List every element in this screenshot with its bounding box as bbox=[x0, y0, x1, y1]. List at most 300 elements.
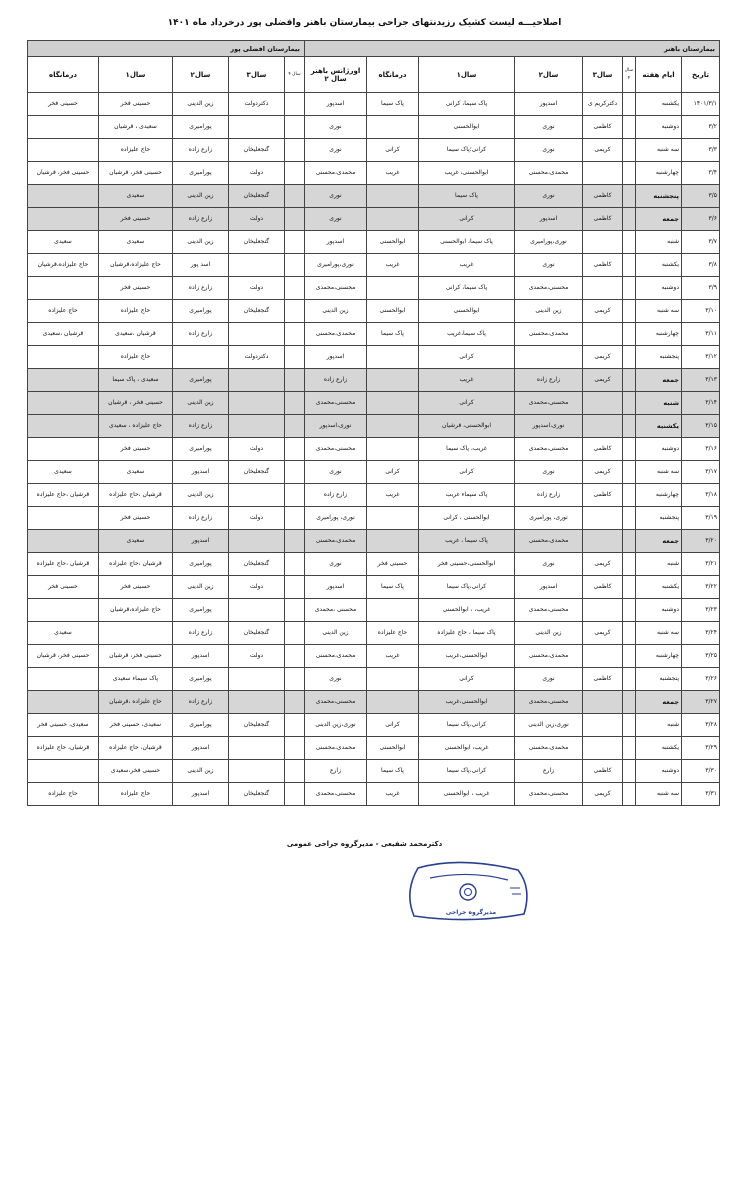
cell-a-year3: گنجعلیخان bbox=[228, 622, 284, 645]
cell-weekday: شنبه bbox=[636, 392, 682, 415]
header-a-year2: سال۲ bbox=[172, 57, 228, 93]
cell-a-year3: دکتردولت bbox=[228, 346, 284, 369]
cell-a-year4 bbox=[284, 254, 304, 277]
cell-a-year2: اسدپور bbox=[172, 645, 228, 668]
cell-b-emergency: زارع زاده bbox=[304, 484, 366, 507]
cell-b-emergency: نوری bbox=[304, 668, 366, 691]
cell-date: ۳/۲۵ bbox=[682, 645, 720, 668]
cell-a-year1: قرشیان ،سعیدی bbox=[98, 323, 172, 346]
cell-b-emergency: زارع زاده bbox=[304, 369, 366, 392]
cell-b-year2: نوری bbox=[515, 553, 583, 576]
cell-b-clinic bbox=[367, 530, 419, 553]
cell-a-year1: سعیدی ، پاک سیما bbox=[98, 369, 172, 392]
cell-a-year2: زین الدینی bbox=[172, 185, 228, 208]
cell-b-year2: نوری bbox=[515, 116, 583, 139]
table-row bbox=[27, 300, 719, 323]
cell-b-year4 bbox=[623, 369, 636, 392]
cell-weekday: پنجشنبه bbox=[636, 668, 682, 691]
cell-a-clinic: قرشیان ،سعیدی bbox=[27, 323, 98, 346]
cell-b-clinic bbox=[367, 277, 419, 300]
cell-date: ۳/۲۷ bbox=[682, 691, 720, 714]
cell-b-year1: کرانی bbox=[419, 346, 515, 369]
cell-b-year3: کاظمی bbox=[583, 208, 623, 231]
cell-weekday: جمعه bbox=[636, 530, 682, 553]
cell-b-year3: کاظمی bbox=[583, 484, 623, 507]
cell-b-clinic: کرانی bbox=[367, 139, 419, 162]
cell-a-clinic bbox=[27, 139, 98, 162]
cell-date: ۳/۲۳ bbox=[682, 599, 720, 622]
cell-weekday: جمعه bbox=[636, 208, 682, 231]
cell-a-year3: دولت bbox=[228, 277, 284, 300]
cell-a-year3 bbox=[228, 323, 284, 346]
cell-a-year1: حسینی فخر،سعیدی bbox=[98, 760, 172, 783]
cell-b-emergency: اسدپور bbox=[304, 231, 366, 254]
cell-a-year3: دولت bbox=[228, 507, 284, 530]
cell-b-year3 bbox=[583, 162, 623, 185]
cell-a-year2: زارع زاده bbox=[172, 323, 228, 346]
cell-a-year1 bbox=[98, 622, 172, 645]
cell-a-clinic: سعیدی bbox=[27, 231, 98, 254]
cell-date: ۳/۴ bbox=[682, 162, 720, 185]
cell-a-year2: پورامیری bbox=[172, 668, 228, 691]
cell-a-clinic: قرشیان ،حاج علیزاده bbox=[27, 484, 98, 507]
cell-b-year2: نوری،اسدپور bbox=[515, 415, 583, 438]
cell-a-clinic bbox=[27, 438, 98, 461]
cell-b-clinic: پاک سیما bbox=[367, 93, 419, 116]
cell-a-year1: حاج علیزاده،قرشیان bbox=[98, 599, 172, 622]
cell-a-year1: حاج علیزاده bbox=[98, 300, 172, 323]
cell-weekday: دوشنبه bbox=[636, 599, 682, 622]
cell-b-year2: زارع زاده bbox=[515, 369, 583, 392]
cell-b-year1: غریب bbox=[419, 369, 515, 392]
cell-b-clinic: حاج علیزاده bbox=[367, 622, 419, 645]
cell-b-year4 bbox=[623, 737, 636, 760]
cell-a-year4 bbox=[284, 185, 304, 208]
cell-a-year2: پورامیری bbox=[172, 369, 228, 392]
cell-b-year2: اسدپور bbox=[515, 576, 583, 599]
cell-b-year4 bbox=[623, 783, 636, 806]
table-row bbox=[27, 185, 719, 208]
cell-weekday: دوشنبه bbox=[636, 438, 682, 461]
cell-date: ۳/۵ bbox=[682, 185, 720, 208]
cell-a-year2: زین الدینی bbox=[172, 484, 228, 507]
cell-date: ۳/۲ bbox=[682, 116, 720, 139]
cell-b-emergency: نوری،پورامیری bbox=[304, 254, 366, 277]
cell-b-emergency: نوری bbox=[304, 553, 366, 576]
cell-b-clinic bbox=[367, 599, 419, 622]
cell-a-year1: قرشیان، حاج علیزاده bbox=[98, 737, 172, 760]
cell-b-year3 bbox=[583, 691, 623, 714]
table-row bbox=[27, 553, 719, 576]
table-row bbox=[27, 116, 719, 139]
cell-b-clinic: پاک سیما bbox=[367, 576, 419, 599]
cell-a-clinic bbox=[27, 369, 98, 392]
cell-b-year2: نوری bbox=[515, 139, 583, 162]
cell-b-emergency: محسنی،محمدی bbox=[304, 438, 366, 461]
cell-b-year4 bbox=[623, 691, 636, 714]
cell-a-year2: پورامیری bbox=[172, 300, 228, 323]
cell-b-emergency: محسنی،محمدی bbox=[304, 277, 366, 300]
header-b-year1: سال۱ bbox=[419, 57, 515, 93]
cell-date: ۳/۱۸ bbox=[682, 484, 720, 507]
cell-b-year1: ابوالحسنی bbox=[419, 300, 515, 323]
cell-b-year4 bbox=[623, 622, 636, 645]
cell-weekday: پنجشنبه bbox=[636, 507, 682, 530]
cell-b-year4 bbox=[623, 576, 636, 599]
cell-a-year4 bbox=[284, 484, 304, 507]
table-row bbox=[27, 530, 719, 553]
cell-b-clinic: کرانی bbox=[367, 714, 419, 737]
header-date: تاریخ bbox=[682, 57, 720, 93]
table-row bbox=[27, 576, 719, 599]
cell-date: ۳/۱۹ bbox=[682, 507, 720, 530]
cell-weekday: سه شنبه bbox=[636, 461, 682, 484]
cell-b-clinic: غریب bbox=[367, 162, 419, 185]
cell-b-clinic: ابوالحسنی bbox=[367, 737, 419, 760]
cell-a-clinic bbox=[27, 392, 98, 415]
cell-a-year3: گنجعلیخان bbox=[228, 553, 284, 576]
cell-b-emergency: محسنی ،محمدی bbox=[304, 599, 366, 622]
cell-a-year2: زین الدینی bbox=[172, 760, 228, 783]
cell-b-year3 bbox=[583, 323, 623, 346]
cell-weekday: پنجشنبه bbox=[636, 185, 682, 208]
cell-b-year1: پاک سیما، ابوالحسنی bbox=[419, 231, 515, 254]
cell-b-year4 bbox=[623, 461, 636, 484]
header-b-clinic: درمانگاه bbox=[367, 57, 419, 93]
schedule-body bbox=[27, 93, 719, 806]
cell-b-year2: محمدی،محسنی bbox=[515, 645, 583, 668]
cell-b-year3: کریمی bbox=[583, 622, 623, 645]
cell-b-clinic: غریب bbox=[367, 254, 419, 277]
cell-a-year3 bbox=[228, 760, 284, 783]
cell-b-clinic bbox=[367, 691, 419, 714]
cell-b-year3: کریمی bbox=[583, 346, 623, 369]
cell-a-year4 bbox=[284, 116, 304, 139]
cell-a-year3 bbox=[228, 599, 284, 622]
cell-b-year4 bbox=[623, 484, 636, 507]
cell-b-year4 bbox=[623, 645, 636, 668]
cell-b-year4 bbox=[623, 415, 636, 438]
cell-b-clinic bbox=[367, 438, 419, 461]
cell-b-year3: کریمی bbox=[583, 369, 623, 392]
cell-a-year4 bbox=[284, 645, 304, 668]
page-title: اصلاحیـــه لیست کشیک رزیدنتهای جراحی بیمارستان باهنر وافضلی پور درخرداد ماه ۱۴۰۱ bbox=[167, 18, 562, 28]
header-b-year4: سال ۴ bbox=[623, 57, 636, 93]
cell-date: ۳/۸ bbox=[682, 254, 720, 277]
cell-date: ۳/۲۰ bbox=[682, 530, 720, 553]
cell-b-clinic: غریب bbox=[367, 645, 419, 668]
cell-a-year2 bbox=[172, 346, 228, 369]
cell-b-year2: محمدی،محسنی bbox=[515, 162, 583, 185]
cell-date: ۳/۱۷ bbox=[682, 461, 720, 484]
cell-b-year4 bbox=[623, 185, 636, 208]
cell-b-year1: پاک سیما،غریب bbox=[419, 323, 515, 346]
cell-b-year2: نوری، پورامیری bbox=[515, 507, 583, 530]
cell-weekday: چهارشنبه bbox=[636, 645, 682, 668]
cell-a-year3: گنجعلیخان bbox=[228, 139, 284, 162]
column-header-row bbox=[27, 57, 719, 93]
cell-a-year1: سعیدی، حسینی فخر bbox=[98, 714, 172, 737]
cell-b-year2: محمدی،محسنی bbox=[515, 737, 583, 760]
cell-a-year3: دولت bbox=[228, 645, 284, 668]
cell-weekday: جمعه bbox=[636, 369, 682, 392]
cell-weekday: چهارشنبه bbox=[636, 323, 682, 346]
cell-b-year2: محمدی،محسنی bbox=[515, 530, 583, 553]
cell-b-year3: کاظمی bbox=[583, 254, 623, 277]
cell-a-clinic bbox=[27, 507, 98, 530]
cell-b-clinic: پاک سیما bbox=[367, 760, 419, 783]
cell-a-year2: اسدپور bbox=[172, 461, 228, 484]
cell-b-year1: ابوالحسنی bbox=[419, 116, 515, 139]
cell-b-year1: ابوالحسنی،غریب bbox=[419, 645, 515, 668]
cell-a-year2: زارع زاده bbox=[172, 507, 228, 530]
cell-a-clinic: حاج علیزاده bbox=[27, 300, 98, 323]
cell-b-clinic: کرانی bbox=[367, 461, 419, 484]
cell-b-year1: غریب، ابوالحسنی bbox=[419, 737, 515, 760]
cell-b-clinic bbox=[367, 369, 419, 392]
cell-b-year3: کریمی bbox=[583, 783, 623, 806]
cell-b-clinic: غریب bbox=[367, 783, 419, 806]
cell-b-clinic: حسینی فخر bbox=[367, 553, 419, 576]
cell-a-year2: پورامیری bbox=[172, 162, 228, 185]
cell-a-clinic: حسینی فخر bbox=[27, 93, 98, 116]
cell-b-year1: ابوالحسنی ، کرانی bbox=[419, 507, 515, 530]
cell-a-clinic: قرشیان ،حاج علیزاده bbox=[27, 553, 98, 576]
cell-b-year3: کریمی bbox=[583, 553, 623, 576]
header-a-year4: سال ۴ bbox=[284, 57, 304, 93]
cell-a-year1: سعیدی bbox=[98, 231, 172, 254]
cell-a-year1: حسینی فخر ، قرشیان bbox=[98, 392, 172, 415]
cell-date: ۳/۳۱ bbox=[682, 783, 720, 806]
cell-b-year3 bbox=[583, 599, 623, 622]
cell-a-year4 bbox=[284, 668, 304, 691]
cell-a-year1: حاج علیزاده bbox=[98, 346, 172, 369]
cell-b-year3: کاظمی bbox=[583, 185, 623, 208]
cell-a-year2: زین الدینی bbox=[172, 231, 228, 254]
cell-a-year1: قرشیان ،حاج علیزاده bbox=[98, 553, 172, 576]
cell-b-year2: زین الدینی bbox=[515, 622, 583, 645]
cell-b-clinic: ابوالحسنی bbox=[367, 231, 419, 254]
header-b-year2: سال۲ bbox=[515, 57, 583, 93]
cell-a-clinic: حسینی فخر، قرشیان bbox=[27, 645, 98, 668]
cell-b-clinic bbox=[367, 208, 419, 231]
cell-b-year1: پاک سیما ، غریب bbox=[419, 530, 515, 553]
cell-a-clinic bbox=[27, 185, 98, 208]
cell-b-year4 bbox=[623, 438, 636, 461]
cell-date: ۳/۷ bbox=[682, 231, 720, 254]
cell-b-emergency: محمدی،محسنی bbox=[304, 323, 366, 346]
stamp-text: مدیرگروه جراحی bbox=[445, 909, 497, 916]
cell-a-year4 bbox=[284, 415, 304, 438]
cell-b-year3 bbox=[583, 714, 623, 737]
cell-a-year2: اسد پور bbox=[172, 254, 228, 277]
cell-a-year3: دولت bbox=[228, 576, 284, 599]
cell-b-year4 bbox=[623, 300, 636, 323]
cell-a-year4 bbox=[284, 300, 304, 323]
header-weekday: ایام هفته bbox=[636, 57, 682, 93]
cell-date: ۳/۱۴ bbox=[682, 392, 720, 415]
cell-b-year4 bbox=[623, 507, 636, 530]
cell-a-year2: پورامیری bbox=[172, 599, 228, 622]
cell-a-year4 bbox=[284, 369, 304, 392]
cell-b-clinic: غریب bbox=[367, 484, 419, 507]
cell-b-year3: کریمی bbox=[583, 300, 623, 323]
cell-a-year3: دکتردولت bbox=[228, 93, 284, 116]
cell-b-year2: نوری bbox=[515, 185, 583, 208]
table-row bbox=[27, 277, 719, 300]
cell-b-year3: کاظمی bbox=[583, 668, 623, 691]
cell-b-year4 bbox=[623, 392, 636, 415]
cell-weekday: یکشنبه bbox=[636, 254, 682, 277]
cell-a-year1: قرشیان ،حاج علیزاده bbox=[98, 484, 172, 507]
cell-b-year3 bbox=[583, 415, 623, 438]
cell-b-emergency: اسدپور bbox=[304, 346, 366, 369]
cell-a-year3: دولت bbox=[228, 208, 284, 231]
cell-b-year4 bbox=[623, 714, 636, 737]
cell-b-year4 bbox=[623, 139, 636, 162]
cell-date: ۳/۱۱ bbox=[682, 323, 720, 346]
cell-a-year1: حسینی فخر bbox=[98, 438, 172, 461]
table-row bbox=[27, 369, 719, 392]
cell-b-emergency: نوری bbox=[304, 116, 366, 139]
table-row bbox=[27, 691, 719, 714]
cell-a-clinic bbox=[27, 116, 98, 139]
cell-weekday: یکشنبه bbox=[636, 415, 682, 438]
cell-b-emergency: اسدپور bbox=[304, 93, 366, 116]
cell-date: ۳/۱۲ bbox=[682, 346, 720, 369]
cell-a-year3 bbox=[228, 668, 284, 691]
cell-b-emergency: زین الدینی bbox=[304, 622, 366, 645]
cell-a-year3 bbox=[228, 369, 284, 392]
cell-b-year2: زارع bbox=[515, 760, 583, 783]
cell-date: ۳/۶ bbox=[682, 208, 720, 231]
cell-b-year3 bbox=[583, 507, 623, 530]
table-row bbox=[27, 484, 719, 507]
cell-weekday: دوشنبه bbox=[636, 116, 682, 139]
cell-b-year2: محسنی،محمدی bbox=[515, 599, 583, 622]
header-b-emergency: اورژانس باهنر سال ۲ bbox=[304, 57, 366, 93]
cell-weekday: چهارشنبه bbox=[636, 162, 682, 185]
table-row bbox=[27, 760, 719, 783]
cell-date: ۳/۲۶ bbox=[682, 668, 720, 691]
cell-a-year1: سعیدی ، قرشیان bbox=[98, 116, 172, 139]
cell-b-clinic: ابوالحسنی bbox=[367, 300, 419, 323]
cell-date: ۳/۱۶ bbox=[682, 438, 720, 461]
cell-b-year4 bbox=[623, 208, 636, 231]
cell-b-clinic bbox=[367, 507, 419, 530]
cell-a-year1: سعیدی bbox=[98, 530, 172, 553]
cell-a-year2: زین الدینی bbox=[172, 576, 228, 599]
cell-b-year1: ابوالحسنی،حسینی فخر bbox=[419, 553, 515, 576]
cell-date: ۳/۲۸ bbox=[682, 714, 720, 737]
cell-a-year2: زارع زاده bbox=[172, 622, 228, 645]
cell-b-year3: کاظمی bbox=[583, 116, 623, 139]
cell-a-year3: دولت bbox=[228, 162, 284, 185]
cell-a-year4 bbox=[284, 530, 304, 553]
table-row bbox=[27, 645, 719, 668]
cell-a-year2: زین الدینی bbox=[172, 392, 228, 415]
hospital-afzalipour: بیمارستان افضلی پور bbox=[27, 41, 304, 57]
cell-a-year2: پورامیری bbox=[172, 553, 228, 576]
schedule-table bbox=[27, 40, 720, 806]
cell-a-year2: زارع زاده bbox=[172, 415, 228, 438]
cell-b-year2: محسنی،محمدی bbox=[515, 392, 583, 415]
cell-b-year4 bbox=[623, 553, 636, 576]
cell-b-emergency: زین الدینی bbox=[304, 300, 366, 323]
cell-weekday: یکشنبه bbox=[636, 93, 682, 116]
cell-weekday: دوشنبه bbox=[636, 277, 682, 300]
cell-a-year4 bbox=[284, 277, 304, 300]
cell-b-year3: کریمی bbox=[583, 139, 623, 162]
cell-a-year1: حسینی فخر bbox=[98, 93, 172, 116]
cell-a-year3: گنجعلیخان bbox=[228, 185, 284, 208]
cell-weekday: چهارشنبه bbox=[636, 484, 682, 507]
cell-a-year3: گنجعلیخان bbox=[228, 783, 284, 806]
cell-date: ۳/۲۹ bbox=[682, 737, 720, 760]
cell-b-year1: کرانی؛پاک سیما bbox=[419, 139, 515, 162]
cell-a-year4 bbox=[284, 323, 304, 346]
cell-b-year1: پاک سیما ، حاج علیزاده bbox=[419, 622, 515, 645]
cell-b-year2: اسدپور bbox=[515, 93, 583, 116]
cell-a-year1: حسینی فخر bbox=[98, 576, 172, 599]
cell-a-year3 bbox=[228, 254, 284, 277]
table-row bbox=[27, 622, 719, 645]
cell-b-year3 bbox=[583, 737, 623, 760]
cell-b-year3 bbox=[583, 645, 623, 668]
cell-weekday: شنبه bbox=[636, 553, 682, 576]
table-row bbox=[27, 208, 719, 231]
cell-weekday: سه شنبه bbox=[636, 139, 682, 162]
table-row bbox=[27, 323, 719, 346]
cell-b-emergency: نوری bbox=[304, 185, 366, 208]
cell-b-year3 bbox=[583, 277, 623, 300]
table-row bbox=[27, 415, 719, 438]
cell-b-emergency: نوری bbox=[304, 139, 366, 162]
cell-date: ۱۴۰۱/۳/۱ bbox=[682, 93, 720, 116]
cell-b-year2: نوری،زین الدینی bbox=[515, 714, 583, 737]
table-row bbox=[27, 231, 719, 254]
cell-a-clinic bbox=[27, 760, 98, 783]
cell-b-year3: کریمی bbox=[583, 461, 623, 484]
cell-b-year3: کاظمی bbox=[583, 760, 623, 783]
cell-b-year3: کاظمی bbox=[583, 438, 623, 461]
cell-a-year1: سعیدی bbox=[98, 461, 172, 484]
cell-b-year4 bbox=[623, 530, 636, 553]
table-row bbox=[27, 668, 719, 691]
cell-a-year4 bbox=[284, 346, 304, 369]
cell-a-year2: پورامیری bbox=[172, 438, 228, 461]
cell-b-year2: محسنی،محمدی bbox=[515, 783, 583, 806]
cell-a-year4 bbox=[284, 714, 304, 737]
cell-b-emergency: اسدپور bbox=[304, 576, 366, 599]
cell-b-year1: پاک سیماء غریب bbox=[419, 484, 515, 507]
cell-weekday: شنبه bbox=[636, 714, 682, 737]
cell-b-year2: اسدپور bbox=[515, 208, 583, 231]
cell-a-year1: پاک سیماء سعیدی bbox=[98, 668, 172, 691]
cell-b-year1: پاک سیما bbox=[419, 185, 515, 208]
cell-a-year3 bbox=[228, 484, 284, 507]
cell-b-emergency: محمدی،محسنی bbox=[304, 530, 366, 553]
cell-b-emergency: زارع bbox=[304, 760, 366, 783]
cell-a-year4 bbox=[284, 576, 304, 599]
cell-a-year1: حسینی فخر، قرشیان bbox=[98, 645, 172, 668]
table-row bbox=[27, 507, 719, 530]
cell-b-emergency: محمدی،محسنی bbox=[304, 162, 366, 185]
cell-b-clinic bbox=[367, 415, 419, 438]
cell-a-year4 bbox=[284, 139, 304, 162]
cell-b-year4 bbox=[623, 277, 636, 300]
cell-a-year1: حاج علیزاده bbox=[98, 139, 172, 162]
